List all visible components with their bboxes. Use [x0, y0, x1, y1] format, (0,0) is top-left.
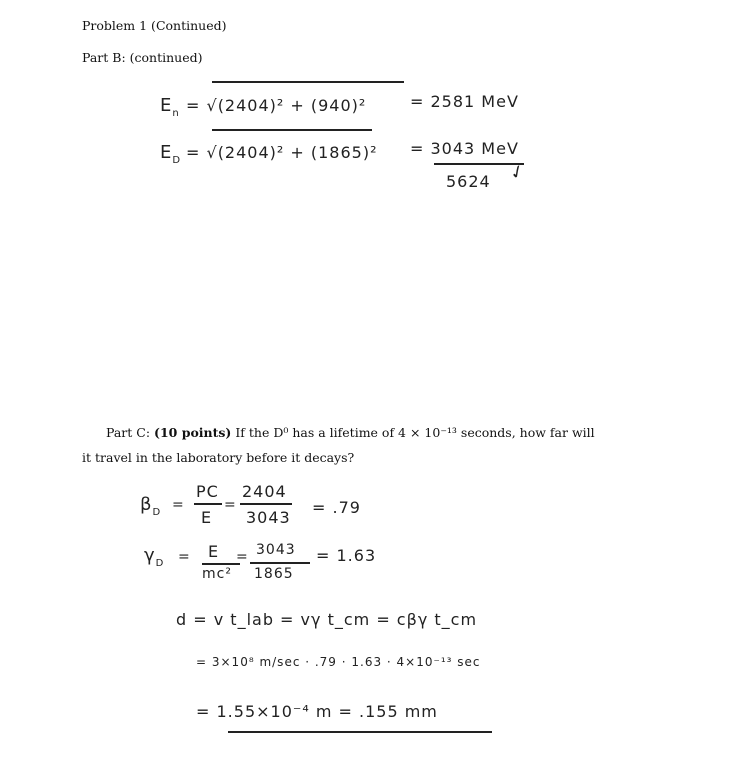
beta-eq2: = [224, 497, 237, 513]
gamma-result: = 1.63 [316, 546, 377, 565]
en-expression: = √(2404)² + (940)² [186, 96, 367, 115]
beta-frac1-num: PC [196, 482, 219, 501]
beta-frac2-num: 2404 [242, 482, 287, 501]
gamma-eq2: = [236, 549, 249, 565]
ed-label: $E_D$ [160, 142, 182, 166]
gamma-eq1: = [178, 549, 191, 565]
part-b-heading: Part B: (continued) [82, 50, 203, 65]
gamma-label: $\gamma_D$ [144, 545, 165, 569]
ed-root-bar [212, 129, 372, 131]
gamma-frac1-num: E [208, 542, 220, 561]
beta-frac1-bar [194, 503, 222, 505]
gamma-frac2-num: 3043 [256, 542, 296, 558]
gamma-frac1-den: mc² [202, 566, 232, 582]
beta-eq1: = [172, 497, 185, 513]
gamma-frac2-bar [250, 562, 310, 564]
en-result: = 2581 MeV [410, 92, 519, 111]
beta-frac2-bar [240, 503, 292, 505]
en-label: $E_n$ [160, 95, 180, 119]
beta-result: = .79 [312, 498, 361, 517]
part-c-prompt-line-2: it travel in the laboratory before it decays? [82, 450, 355, 465]
beta-label: $\beta_D$ [140, 494, 162, 518]
check-mark-icon: ✓ [506, 159, 529, 186]
ed-expression: = √(2404)² + (1865)² [186, 143, 378, 162]
beta-frac2-den: 3043 [246, 508, 291, 527]
gamma-frac2-den: 1865 [254, 566, 294, 582]
en-root-bar [212, 81, 404, 83]
part-c-prompt-line-1: Part C: (10 points) If the D⁰ has a lifetime of 4 × 10⁻¹³ seconds, how far will [106, 425, 595, 440]
ed-result: = 3043 MeV [410, 139, 519, 158]
distance-line-3: = 1.55×10⁻⁴ m = .155 mm [196, 702, 438, 721]
beta-frac1-den: E [201, 508, 213, 527]
problem-heading: Problem 1 (Continued) [82, 18, 227, 33]
distance-line-1: d = v t_lab = vγ t_cm = cβγ t_cm [176, 610, 478, 629]
answer-underline [228, 731, 492, 733]
gamma-frac1-bar [202, 563, 240, 565]
distance-line-2: = 3×10⁸ m/sec · .79 · 1.63 · 4×10⁻¹³ sec [196, 655, 481, 669]
sum-value: 5624 [446, 172, 491, 191]
